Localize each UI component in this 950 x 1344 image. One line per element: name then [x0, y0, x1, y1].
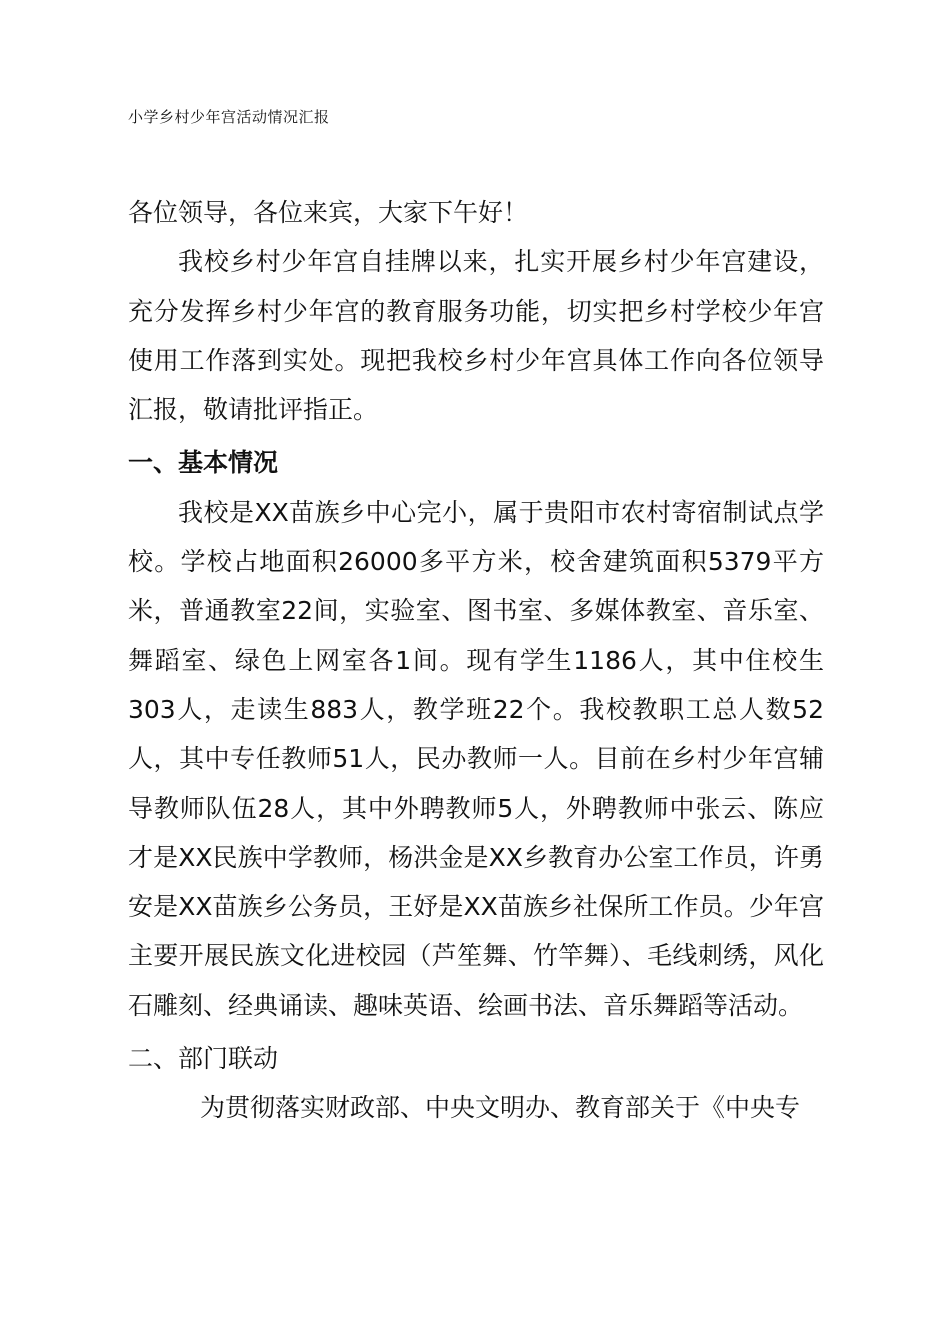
document-body: [128, 188, 824, 1133]
document-header-title: 小学乡村少年宫活动情况汇报: [128, 108, 330, 126]
section-heading-department-linkage: 二、部门联动: [128, 1044, 279, 1074]
section-heading-basic-info: 一、基本情况: [128, 448, 279, 478]
department-linkage-paragraph: 为贯彻落实财政部、中央文明办、教育部关于《中央专: [200, 1093, 801, 1123]
basic-info-paragraph: 我校是XX苗族乡中心完小，属于贵阳市农村寄宿制试点学校。学校占地面积26000多平方米，校舍建筑面积5379平方米，普通教室22间，实验室、图书室、多媒体教室、音乐室、舞蹈室、绿色上网室各1间。现有学生1186人，其中住校生303人，走读生883人，教学班22个。我校教职工总人数52人，其中专任教师51人，民办教师一人。目前在乡村少年宫辅导教师队伍28人，其中外聘教师5人，外聘教师中张云、陈应才是XX民族中学教师，杨洪金是XX乡教育办公室工作员，许勇安是XX苗族乡公务员，王妤是XX苗族乡社保所工作员。少年宫主要开展民族文化进校园（芦笙舞、竹竿舞）、毛线刺绣，风化石雕刻、经典诵读、趣味英语、绘画书法、音乐舞蹈等活动。: [128, 497, 824, 1020]
intro-paragraph: 我校乡村少年宫自挂牌以来，扎实开展乡村少年宫建设，充分发挥乡村少年宫的教育服务功能，切实把乡村学校少年宫使用工作落到实处。现把我校乡村少年宫具体工作向各位领导汇报，敬请批评指正。: [128, 247, 824, 425]
greeting-paragraph: 各位领导，各位来宾，大家下午好！: [128, 198, 529, 227]
